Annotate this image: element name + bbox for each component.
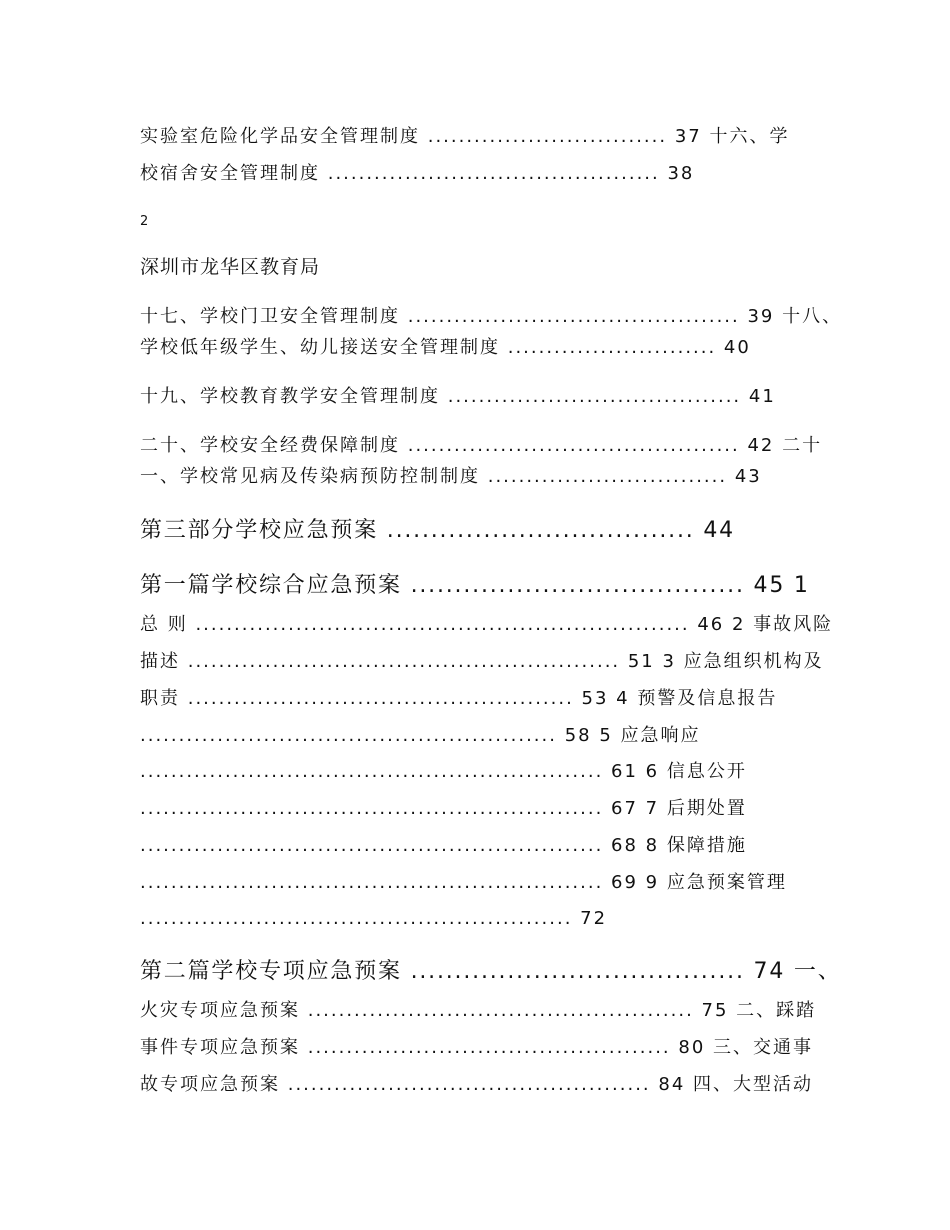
toc-line: ............................................................ 67 7 后期处置 xyxy=(140,798,747,819)
toc-line: 一、学校常见病及传染病预防控制制度 ............................... 43 xyxy=(140,466,762,487)
toc-line: 十九、学校教育教学安全管理制度 ...................................... 41 xyxy=(140,386,776,407)
toc-line: ...................................................... 58 5 应急响应 xyxy=(140,725,701,746)
toc-line: 故专项应急预案 ............................................... 84 四、大型活动 xyxy=(140,1074,813,1095)
toc-line: 事件专项应急预案 ............................................... 80 三、交通事 xyxy=(140,1037,813,1058)
page-number: 2 xyxy=(140,214,149,229)
toc-line: ............................................................ 61 6 信息公开 xyxy=(140,761,747,782)
toc-line: 描述 ........................................................ 51 3 应急组织机构及 xyxy=(140,651,824,672)
toc-line: 火灾专项应急预案 .................................................. 75 二、踩踏 xyxy=(140,1000,817,1021)
toc-line: ............................................................ 68 8 保障措施 xyxy=(140,835,747,856)
toc-line: 学校低年级学生、幼儿接送安全管理制度 ........................... 40 xyxy=(140,337,751,358)
toc-line: 总 则 ................................................................ 46 2 事故风险 xyxy=(140,614,834,635)
toc-line: ........................................................ 72 xyxy=(140,908,608,929)
toc-section-heading: 第二篇学校专项应急预案 ...................................... 74 一、 xyxy=(140,959,842,984)
toc-line: 十七、学校门卫安全管理制度 ........................................... 39 十八、 xyxy=(140,306,843,327)
toc-section-heading: 第一篇学校综合应急预案 ...................................... 45 1 xyxy=(140,573,810,598)
toc-line: 校宿舍安全管理制度 ........................................... 38 xyxy=(140,163,695,184)
toc-line: 二十、学校安全经费保障制度 ........................................... 42 二十 xyxy=(140,435,823,456)
toc-line: 职责 .................................................. 53 4 预警及信息报告 xyxy=(140,688,778,709)
toc-line: 实验室危险化学品安全管理制度 ............................... 37 十六、学 xyxy=(140,126,790,147)
page-header: 深圳市龙华区教育局 xyxy=(140,256,321,278)
toc-section-heading: 第三部分学校应急预案 ................................... 44 xyxy=(140,518,735,543)
toc-line: ............................................................ 69 9 应急预案管理 xyxy=(140,872,787,893)
